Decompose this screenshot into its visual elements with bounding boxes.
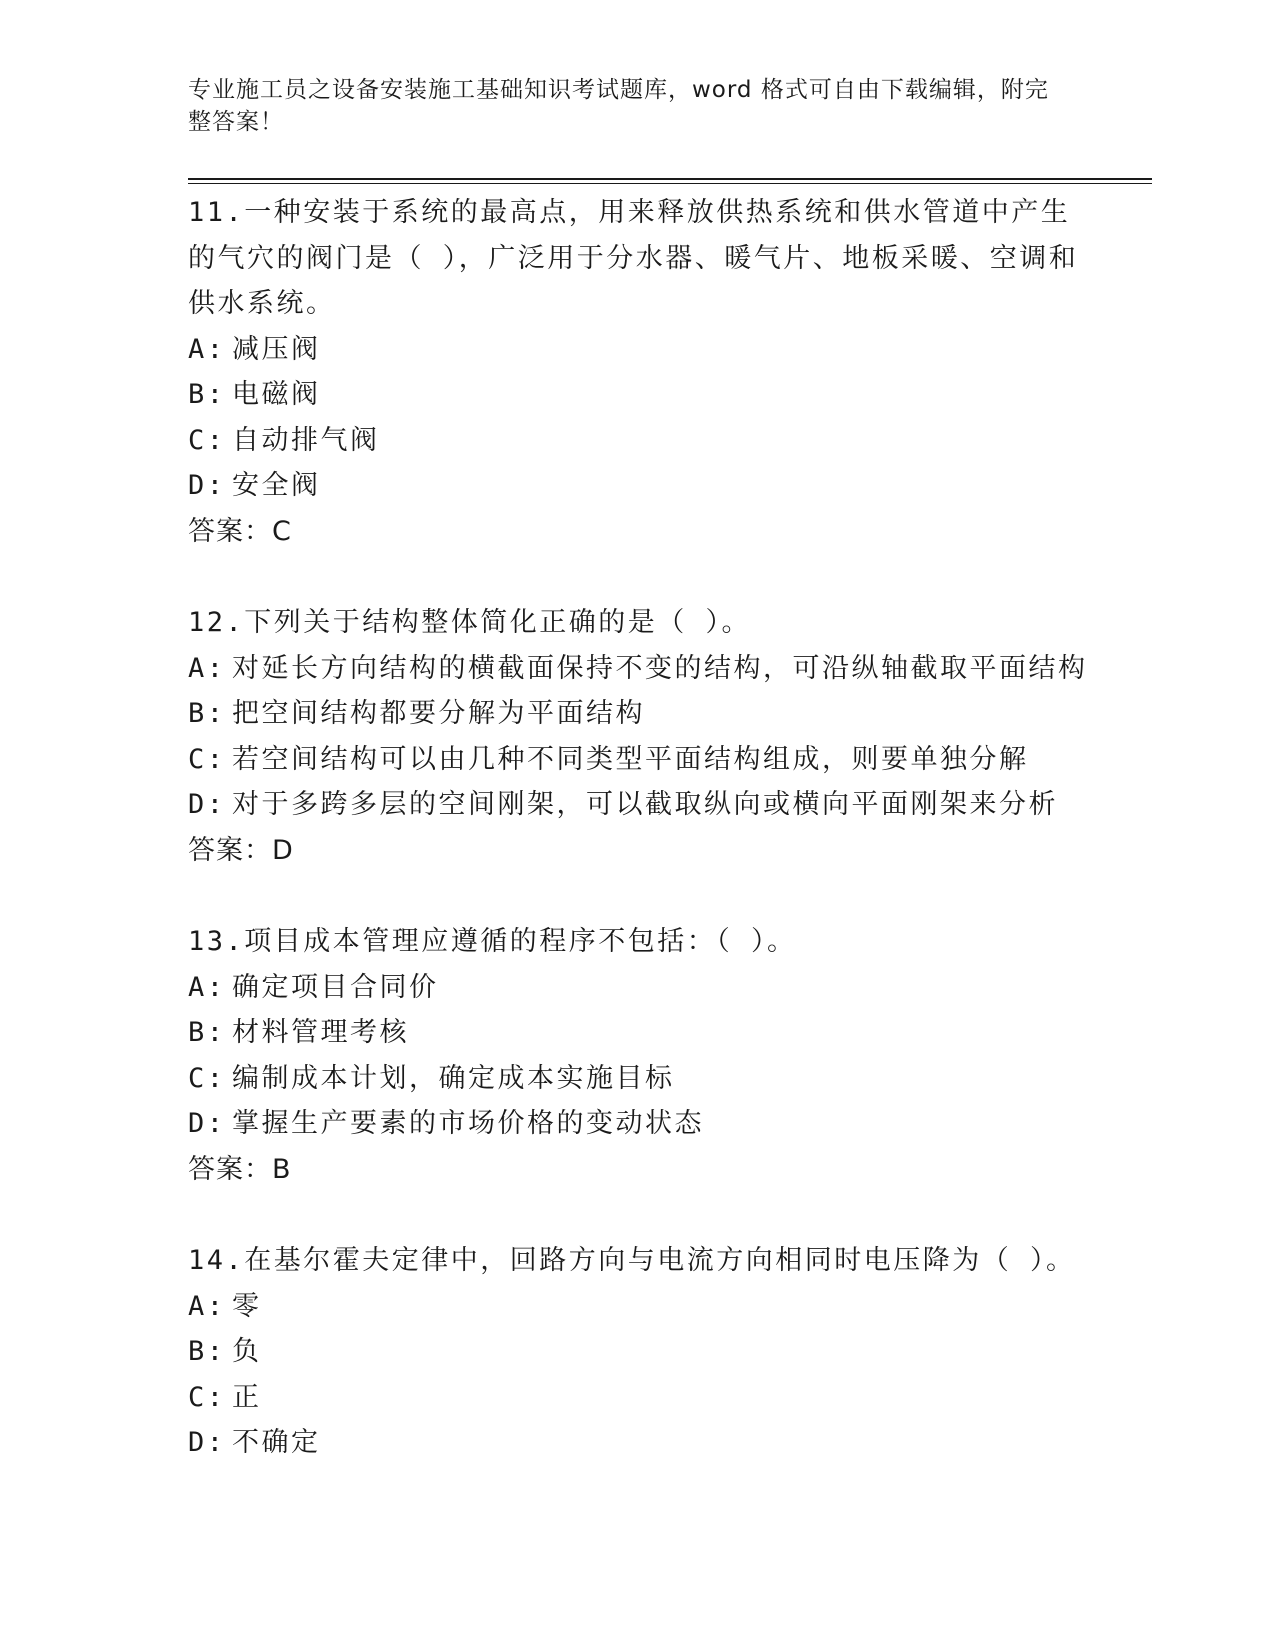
option-letter: B: [188,698,226,729]
option-a [188,646,1088,692]
option-d [188,782,1088,828]
option-letter: D: [188,1108,226,1139]
option-letter: C: [188,743,226,775]
option-letter: D: [188,789,226,820]
option-a [188,327,1088,373]
question-spacer [188,873,1088,919]
option-text: 若空间结构可以由几种不同类型平面结构组成，则要单独分解 [232,743,1029,775]
option-letter: A: [188,971,226,1003]
question-stem: 12.下列关于结构整体简化正确的是（ ）。 [188,607,752,638]
option-letter: A: [188,1290,226,1322]
option-text: 掌握生产要素的市场价格的变动状态 [232,1108,704,1139]
header-divider-thick [188,178,1152,180]
option-text: 电磁阀 [232,379,321,410]
option-letter: D: [188,470,226,501]
option-text: 材料管理考核 [232,1017,409,1048]
option-text: 零 [232,1290,262,1322]
option-text: 对延长方向结构的横截面保持不变的结构，可沿纵轴截取平面结构 [232,652,1088,684]
answer-line: 答案：B [188,1153,292,1185]
option-letter: B: [188,1336,226,1367]
option-letter: B: [188,379,226,410]
header-line-2: 整答案！ [188,109,284,135]
question-stem: 14.在基尔霍夫定律中，回路方向与电流方向相同时电压降为（ ）。 [188,1245,1076,1276]
option-text: 减压阀 [232,333,321,365]
option-c [188,737,1088,783]
option-letter: C: [188,1381,226,1413]
option-text: 不确定 [232,1427,321,1458]
option-b [188,1329,1088,1375]
option-b [188,372,1088,418]
question-12 [188,600,1088,873]
header-line-1: 专业施工员之设备安装施工基础知识考试题库，word 格式可自由下载编辑，附完 [188,77,1049,103]
option-a [188,1284,1088,1330]
option-text: 确定项目合同价 [232,971,439,1003]
question-stem: 13.项目成本管理应遵循的程序不包括：（ ）。 [188,926,797,957]
option-letter: C: [188,424,226,456]
option-letter: C: [188,1062,226,1094]
document-header [188,74,1068,138]
option-letter: A: [188,652,226,684]
option-b [188,691,1088,737]
header-divider-thin [188,183,1152,184]
question-spacer [188,1192,1088,1238]
option-text: 安全阀 [232,470,321,501]
answer-line: 答案：C [188,515,292,547]
question-11 [188,190,1088,554]
option-d [188,1101,1088,1147]
option-c [188,418,1088,464]
option-text: 编制成本计划，确定成本实施目标 [232,1062,675,1094]
option-text: 把空间结构都要分解为平面结构 [232,698,645,729]
question-stem: 11.一种安装于系统的最高点，用来释放供热系统和供水管道中产生的气穴的阀门是（ ），广泛用于分水器、暖气片、地板采暖、空调和供水系统。 [188,197,1079,319]
answer-line: 答案：D [188,834,294,866]
question-13 [188,919,1088,1192]
option-letter: D: [188,1427,226,1458]
option-c [188,1375,1088,1421]
option-text: 对于多跨多层的空间刚架，可以截取纵向或横向平面刚架来分析 [232,789,1058,820]
option-c [188,1056,1088,1102]
option-a [188,965,1088,1011]
option-text: 自动排气阀 [232,424,380,456]
option-text: 正 [232,1381,262,1413]
option-d [188,1420,1088,1466]
question-spacer [188,554,1088,600]
option-b [188,1010,1088,1056]
option-letter: B: [188,1017,226,1048]
question-14 [188,1238,1088,1466]
option-d [188,463,1088,509]
question-list [188,190,1088,1466]
option-text: 负 [232,1336,262,1367]
option-letter: A: [188,333,226,365]
